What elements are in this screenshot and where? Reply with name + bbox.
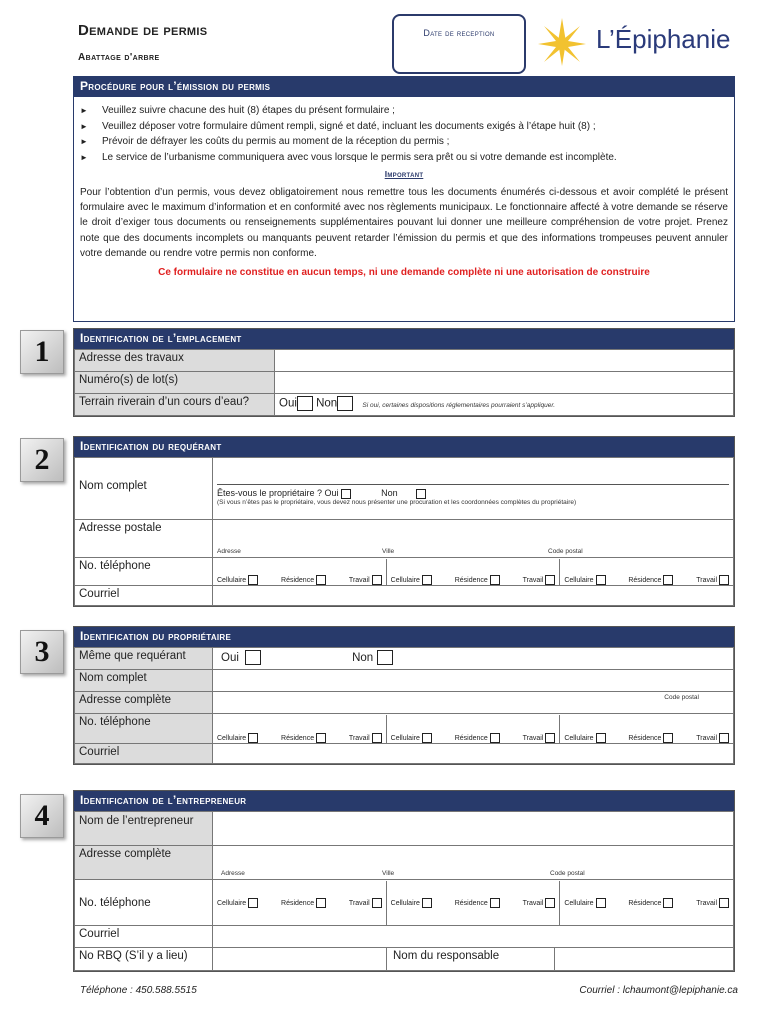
cellulaire-checkbox[interactable] — [248, 575, 258, 585]
cellulaire-checkbox[interactable] — [596, 575, 606, 585]
section-emplacement — [73, 328, 735, 417]
phone-group: Cellulaire Résidence Travail — [387, 881, 561, 925]
adresse-proprietaire-field[interactable] — [213, 692, 734, 714]
residence-checkbox[interactable] — [490, 898, 500, 908]
section-proprietaire — [73, 626, 735, 765]
adresse-postale-field[interactable] — [213, 520, 734, 558]
riverain-oui-checkbox[interactable] — [297, 396, 313, 411]
courriel-field[interactable] — [213, 744, 734, 764]
cellulaire-checkbox[interactable] — [248, 898, 258, 908]
cellulaire-checkbox[interactable] — [596, 898, 606, 908]
residence-checkbox[interactable] — [490, 733, 500, 743]
travail-checkbox[interactable] — [372, 898, 382, 908]
footer-phone: Téléphone : 450.588.5515 — [80, 985, 197, 996]
residence-checkbox[interactable] — [490, 575, 500, 585]
adresse-proprietaire-label: Adresse complète — [75, 692, 213, 714]
arrow-icon: ► — [80, 106, 88, 115]
meme-non-checkbox[interactable] — [377, 650, 393, 665]
nom-requerant-label: Nom complet — [75, 458, 213, 520]
arrow-icon: ► — [80, 152, 88, 162]
courriel-label: Courriel — [75, 926, 213, 948]
telephone-label: No. téléphone — [75, 714, 213, 744]
cellulaire-checkbox[interactable] — [596, 733, 606, 743]
responsable-label: Nom du responsable — [387, 948, 555, 970]
telephone-label: No. téléphone — [75, 558, 213, 586]
rbq-label: No RBQ (S’il y a lieu) — [75, 948, 213, 971]
section-3-heading: Identification du propriétaire — [74, 627, 734, 647]
travail-checkbox[interactable] — [719, 575, 729, 585]
nom-entrepreneur-field[interactable] — [213, 812, 734, 846]
proprio-non-label: Non — [381, 488, 398, 498]
telephone-label: No. téléphone — [75, 880, 213, 926]
residence-checkbox[interactable] — [316, 575, 326, 585]
adresse-entrepreneur-label: Adresse complète — [75, 846, 213, 880]
code-postal-sublabel: Code postal — [548, 548, 583, 555]
date-reception-box: Date de reception — [392, 14, 526, 74]
section-entrepreneur — [73, 790, 735, 972]
section-2-heading: Identification du requérant — [74, 437, 734, 457]
list-item: ► Le service de l’urbanisme communiquera avec vous lorsque le permis sera prêt ou si votre demande est incomplète. — [80, 150, 728, 166]
proprio-oui-checkbox[interactable] — [341, 489, 351, 499]
residence-checkbox[interactable] — [663, 898, 673, 908]
riverain-note: Si oui, certaines dispositions réglementaires pourraient s’appliquer. — [362, 401, 556, 409]
cellulaire-checkbox[interactable] — [422, 733, 432, 743]
adresse-entrepreneur-field[interactable] — [213, 846, 734, 880]
phone-group: Cellulaire Résidence Travail — [213, 881, 387, 925]
proprietaire-question: Êtes-vous le propriétaire ? Oui — [217, 488, 339, 498]
lots-field[interactable] — [275, 372, 734, 394]
riverain-label: Terrain riverain d’un cours d’eau? — [75, 394, 275, 416]
section-requerant — [73, 436, 735, 607]
important-heading: Important — [384, 169, 424, 179]
responsable-field[interactable] — [555, 948, 733, 970]
proprio-non-checkbox[interactable] — [416, 489, 426, 499]
arrow-icon: ► — [80, 137, 88, 146]
adresse-sublabel: Adresse — [217, 548, 241, 555]
meme-non-label: Non — [352, 651, 374, 664]
meme-requerant-label: Même que requérant — [75, 648, 213, 670]
step-2-tile: 2 — [20, 438, 64, 482]
travail-checkbox[interactable] — [545, 733, 555, 743]
residence-checkbox[interactable] — [663, 733, 673, 743]
step-4-tile: 4 — [20, 794, 64, 838]
step-1-tile: 1 — [20, 330, 64, 374]
courriel-label: Courriel — [75, 586, 213, 606]
proprietaire-note: (Si vous n’êtes pas le propriétaire, vous devez nous présenter une procuration et les coordonnées complètes du propriétaire) — [217, 498, 577, 506]
adresse-travaux-field[interactable] — [275, 350, 734, 372]
procedure-heading: Procédure pour l’émission du permis — [74, 77, 734, 97]
phone-group: Cellulaire Résidence Travail — [560, 715, 733, 743]
courriel-field[interactable] — [213, 926, 734, 948]
procedure-box — [73, 76, 735, 322]
adresse-postale-label: Adresse postale — [75, 520, 213, 558]
travail-checkbox[interactable] — [372, 733, 382, 743]
section-1-heading: Identification de l’emplacement — [74, 329, 734, 349]
lots-label: Numéro(s) de lot(s) — [75, 372, 275, 394]
travail-checkbox[interactable] — [545, 898, 555, 908]
logo-text: L’Épiphanie — [596, 24, 731, 54]
cellulaire-checkbox[interactable] — [248, 733, 258, 743]
list-item: ► Veuillez déposer votre formulaire dûment rempli, signé et daté, incluant les documents exigés à l’étape huit (8) ; — [80, 119, 728, 135]
footer-email[interactable]: Courriel : lchaumont@lepiphanie.ca — [579, 985, 738, 996]
meme-oui-label: Oui — [221, 651, 239, 664]
meme-oui-checkbox[interactable] — [245, 650, 261, 665]
phone-group: Cellulaire Résidence Travail — [387, 715, 561, 743]
travail-checkbox[interactable] — [719, 898, 729, 908]
residence-checkbox[interactable] — [316, 898, 326, 908]
riverain-non-checkbox[interactable] — [337, 396, 353, 411]
list-item: ► Veuillez suivre chacune des huit (8) étapes du présent formulaire ; — [80, 103, 728, 119]
ville-sublabel: Ville — [382, 548, 395, 555]
phone-group: Cellulaire Résidence Travail — [213, 559, 387, 585]
rbq-field[interactable] — [213, 948, 387, 970]
phone-group: Cellulaire Résidence Travail — [213, 715, 387, 743]
nom-entrepreneur-label: Nom de l’entrepreneur — [75, 812, 213, 846]
form-subtitle: Abattage d'arbre — [78, 52, 160, 63]
step-3-tile: 3 — [20, 630, 64, 674]
sun-star-icon — [532, 16, 592, 72]
adresse-travaux-label: Adresse des travaux — [75, 350, 275, 372]
code-postal-sublabel: Code postal — [664, 694, 699, 701]
ville-sublabel: Ville — [382, 870, 395, 877]
adresse-sublabel: Adresse — [221, 870, 245, 877]
section-4-heading: Identification de l’entrepreneur — [74, 791, 734, 811]
riverain-oui-label: Oui — [279, 397, 297, 410]
phone-group: Cellulaire Résidence Travail — [560, 559, 733, 585]
warning-text: Ce formulaire ne constitue en aucun temps, ni une demande complète ni une autorisation de construire — [158, 267, 650, 279]
residence-checkbox[interactable] — [663, 575, 673, 585]
nom-requerant-field[interactable] — [213, 458, 734, 520]
riverain-non-label: Non — [316, 397, 338, 410]
cellulaire-checkbox[interactable] — [422, 575, 432, 585]
travail-checkbox[interactable] — [719, 733, 729, 743]
procedure-list — [74, 97, 734, 165]
code-postal-sublabel: Code postal — [550, 870, 585, 877]
nom-proprietaire-field[interactable] — [213, 670, 734, 692]
important-paragraph: Pour l’obtention d’un permis, vous devez obligatoirement nous remettre tous les documents énumérés ci-dessous et avoir complété le présent formulaire avec le maximum d’information et en conformité avec nos règlements municipaux. Le fonctionnaire affecté à votre demande se réserve le droit d’exiger tous documents ou renseignements supplémentaires pouvant lui donner une meilleure compréhension de votre projet. Prenez note que des documents incomplets ou manquants peuvent retarder l’émission du permis et que des informations trompeuses peuvent annuler votre demande ou rendre votre permis non conforme. — [80, 187, 728, 259]
residence-checkbox[interactable] — [316, 733, 326, 743]
travail-checkbox[interactable] — [372, 575, 382, 585]
arrow-icon: ► — [80, 121, 88, 131]
list-item: ► Prévoir de défrayer les coûts du permis au moment de la réception du permis ; — [80, 134, 728, 150]
courriel-label: Courriel — [75, 744, 213, 764]
nom-proprietaire-label: Nom complet — [75, 670, 213, 692]
courriel-field[interactable] — [213, 586, 734, 606]
phone-group: Cellulaire Résidence Travail — [560, 881, 733, 925]
phone-group: Cellulaire Résidence Travail — [387, 559, 561, 585]
travail-checkbox[interactable] — [545, 575, 555, 585]
municipality-logo — [532, 16, 742, 72]
form-title: Demande de permis — [78, 22, 208, 39]
cellulaire-checkbox[interactable] — [422, 898, 432, 908]
